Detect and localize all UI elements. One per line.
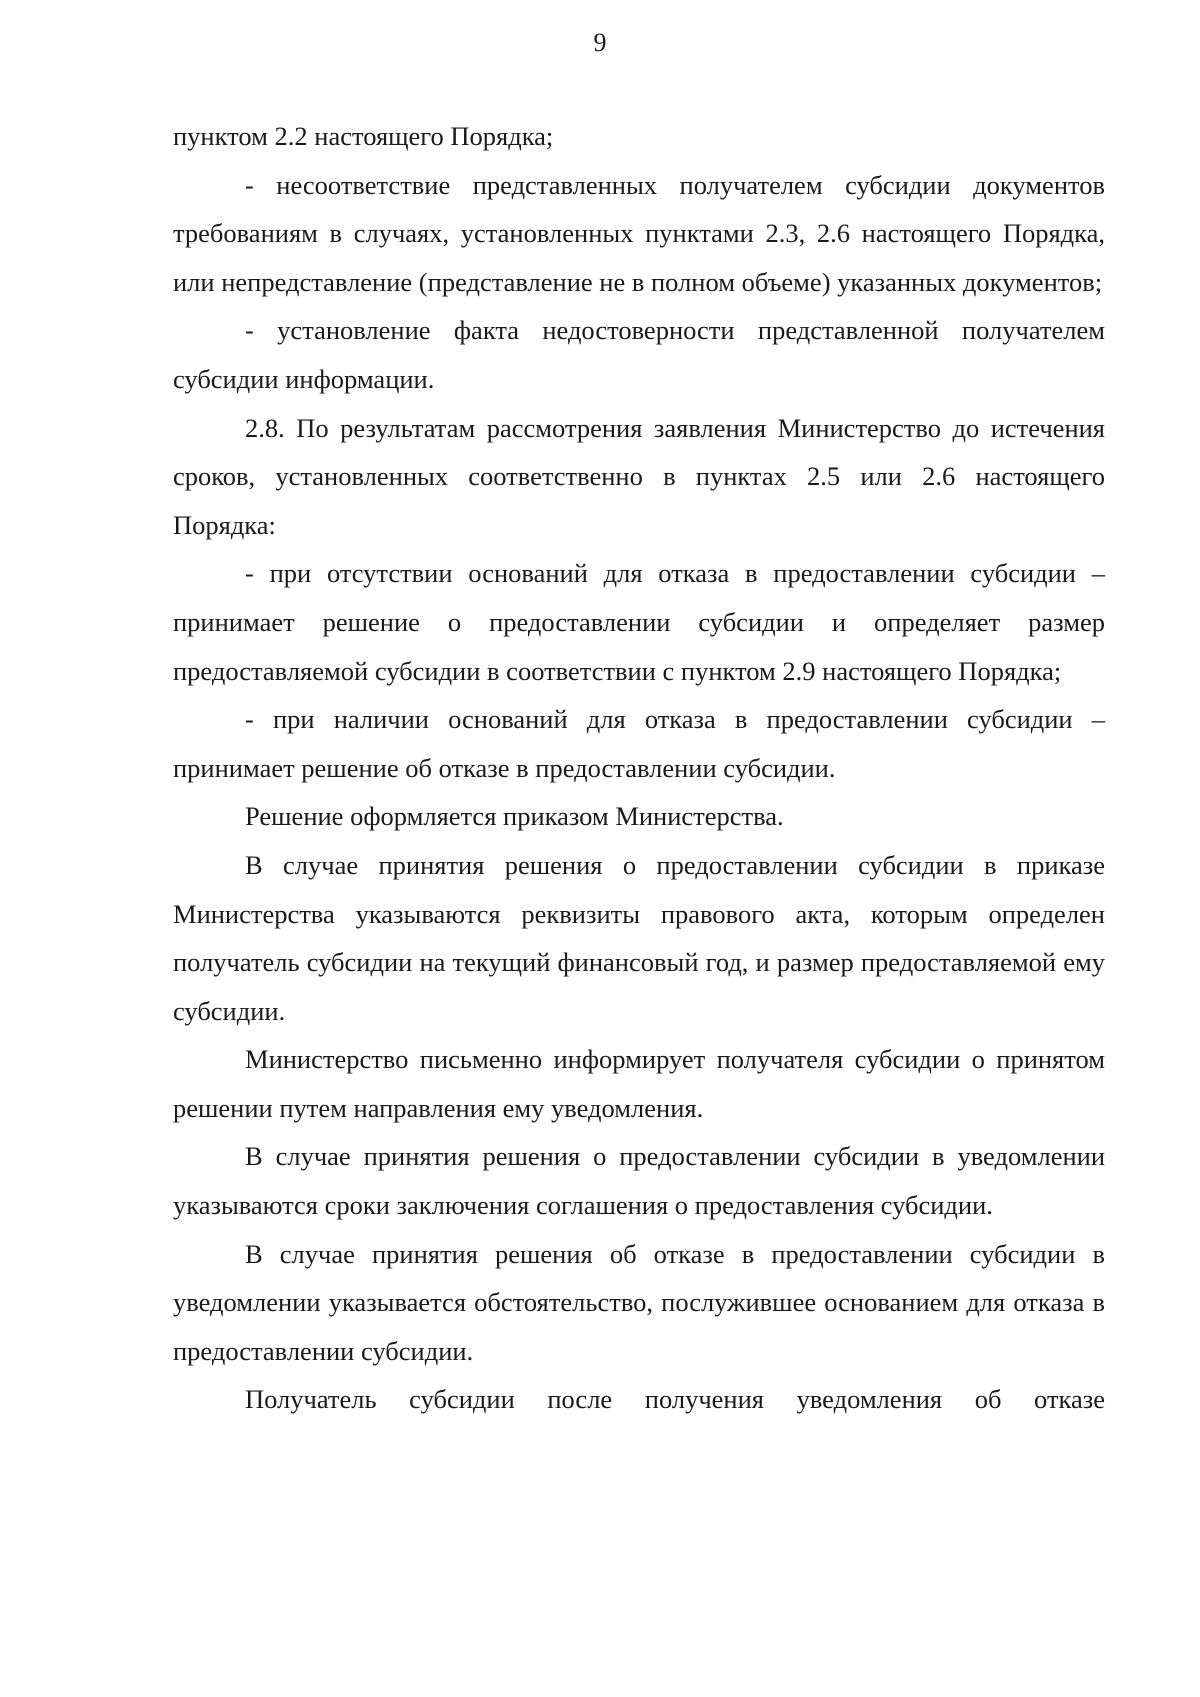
document-body — [173, 112, 1105, 1424]
paragraph: Решение оформляется приказом Министерства. — [245, 801, 784, 832]
paragraph: В случае принятия решения о предоставлении субсидии в приказе Министерства указываются реквизиты правового акта, которым определен получатель субсидии на текущий финансовый год, и размер предоставляемой ему субсидии. — [173, 849, 1105, 1026]
paragraph: В случае принятия решения о предоставлении субсидии в уведомлении указываются сроки заключения соглашения о предоставления субсидии. — [173, 1141, 1105, 1221]
paragraph: Получатель субсидии после получения уведомления об отказе — [245, 1384, 1105, 1415]
paragraph: 2.8. По результатам рассмотрения заявления Министерство до истечения сроков, установленных соответственно в пунктах 2.5 или 2.6 настоящего Порядка: — [173, 412, 1105, 540]
paragraph: - при наличии оснований для отказа в предоставлении субсидии – принимает решение об отказе в предоставлении субсидии. — [173, 704, 1105, 783]
page-number: 9 — [593, 28, 607, 57]
paragraph: - установление факта недостоверности представленной получателем субсидии информации. — [173, 315, 1105, 394]
paragraph: - при отсутствии оснований для отказа в предоставлении субсидии – принимает решение о предоставлении субсидии и определяет размер предоставляемой субсидии в соответствии с пунктом 2.9 настоящего Порядка; — [173, 558, 1105, 686]
paragraph: В случае принятия решения об отказе в предоставлении субсидии в уведомлении указывается обстоятельство, послужившее основанием для отказа в предоставлении субсидии. — [173, 1238, 1105, 1366]
paragraph: пунктом 2.2 настоящего Порядка; — [173, 121, 554, 151]
paragraph: - несоответствие представленных получателем субсидии документов требованиям в случаях, установленных пунктами 2.3, 2.6 настоящего Порядка, или непредставление (представление не в полном объеме) указанных документов; — [173, 169, 1105, 297]
paragraph: Министерство письменно информирует получателя субсидии о принятом решении путем направления ему уведомления. — [173, 1044, 1105, 1123]
